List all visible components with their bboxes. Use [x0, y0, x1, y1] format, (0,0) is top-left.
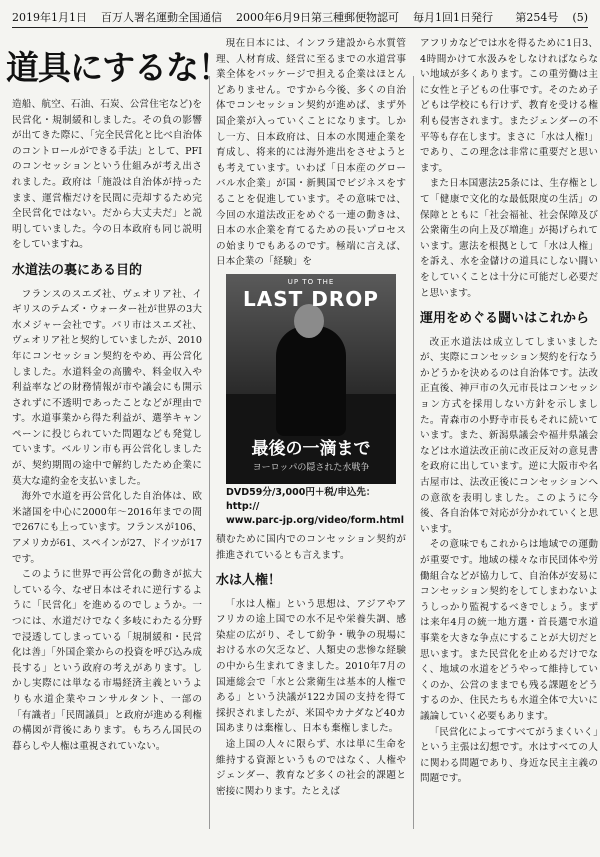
- column-3: [420, 36, 598, 849]
- column-2: [216, 36, 406, 849]
- paragraph: 海外で水道を再公営化した自治体は、欧米諸国を中心に2000年～2016年までの間で267にも上っています。フランスが106、アメリカが61、スペインが27、ドイツが17です。: [12, 491, 202, 565]
- issue-number: 第254号: [515, 11, 559, 24]
- dvd-title-line2: LAST DROP: [243, 286, 379, 311]
- caption-line: DVD59分/3,000円＋税/申込先：http://: [226, 486, 376, 512]
- publisher-name: 百万人署名運動全国通信: [101, 11, 222, 24]
- paragraph: 改正水道法は成立してしまいましたが、実際にコンセッション契約を行なうかどうかを決めるのは自治体です。法改正直後、神戸市の久元市長はコンセッション方式を採用しない方針を示しました。青森市の小野寺市長もそれに続いています。また、新潟県議会や福井県議会などは水道法改正前に改正反対の意見書を政府に出しています。逆に大阪市や名古屋市は、法改正後にコンセッションへの意欲を表明しました。このように今後、各自治体で対応が分かれていくと思います。: [420, 336, 598, 535]
- page-header: [12, 6, 588, 28]
- paragraph: このように世界で再公営化の動きが拡大している今、なぜ日本はそれに逆行するように「民営化」を進めるのでしょうか。一つには、水道だけでなく多岐にわたる分野で浸透してしまっている「規制緩和・民営化は善」「外国企業からの投資を呼び込み成長する」という政府の考えがあります。しかし実際には単なる市場経済主義というよりも水道企業やコンサルタント、一部の「有識者」「民間議員」と政府が進める利権の構図が背後にあります。もちろん国民の暮らしや人権は重視されていない。: [12, 569, 202, 752]
- dvd-title-line1: UP TO THE: [287, 277, 335, 286]
- header-rule: [12, 27, 588, 28]
- section-heading: 水は人権！: [216, 573, 282, 589]
- issue-date: 2019年1月1日: [12, 11, 87, 24]
- dvd-japanese-title: 最後の一滴まで: [251, 438, 371, 459]
- paragraph: 途上国の人々に限らず、水は単に生命を維持する資源というものではなく、人権やジェンダー、教育など多くの社会的課題と密接に関わります。たとえば: [216, 739, 406, 797]
- paragraph: アフリカなどでは水を得るために1日3、4時間かけて水汲みをしなければならない地域が多くあります。この重労働は主に女性と子どもの仕事です。そのため子どもは学校にも行けず、教育を受ける権利も侵害されます。またジェンダーの不平等も存在します。まさに「水は人権!」であり、この理念は非常に重要だと思います。: [420, 38, 598, 174]
- section-heading: 水道法の裏にある目的: [12, 262, 143, 278]
- paragraph: 積むために国内でのコンセッション契約が推進されているとも言えます。: [216, 533, 406, 561]
- article-columns: [6, 36, 598, 849]
- dvd-caption: [226, 486, 406, 528]
- section-heading: 運用をめぐる闘いはこれから: [420, 311, 590, 327]
- paragraph: 「民営化によってすべてがうまくいく」という主張は幻想です。水はすべての人に関わる問題であり、身近な民主主義の問題です。: [420, 726, 598, 785]
- paragraph: フランスのスエズ社、ヴェオリア社、イギリスのテムズ・ウォーター社が世界の3大水メジャー会社です。パリ市はスエズ社、ヴェオリア社と契約していましたが、2010年にコンセッション契約をやめ、再公営化しました。水道料金の高騰や、料金収入や利益率などの財務情報が市や議会にも開示されずに不透明であったことなどが理由です。水道事業から得た利益が、選挙キャンペーンに投じられていた問題なども発覚しています。ベルリン市も再公営化しましたが、契約期間の途中で解約したため企業に莫大な違約金を支払いました。: [12, 288, 202, 487]
- dvd-subtitle: ヨーロッパの隠された水戦争: [252, 462, 370, 473]
- caption-link[interactable]: www.parc-jp.org/video/form.html: [226, 514, 404, 526]
- publication-frequency: 毎月1回1日発行: [413, 11, 493, 24]
- paragraph: また日本国憲法25条には、生存権として「健康で文化的な最低限度の生活」の保障とともに「社会福祉、社会保障及び公衆衛生の向上及び増進」が掲げられています。憲法を根拠として「水は人権」を訴え、水を金儲けの道具にしない闘いをしていくことは十分に可能だし必要だと思います。: [420, 178, 598, 299]
- column-divider: [413, 76, 414, 829]
- page-number: (5): [572, 10, 588, 24]
- paragraph: 造船、航空、石油、石炭、公営住宅など)を民営化・規制緩和しました。その負の影響が出てきた際に、「完全民営化と比べ自治体のコントロールができる手法」として、PFIのコンセッションという仕組みが考え出されました。政府は「施設は自治体が持ったまま、運営権だけを民間に売却するため完全民営化ではない。だから大丈夫だ」と説明していました。今の日本政府も同じ説明をしていますね。: [12, 99, 202, 251]
- paragraph: 「水は人権」という思想は、アジアやアフリカの途上国での水不足や栄養失調、感染症の広がり、そして紛争・戦争の現場における水の欠乏など、人類史の悲惨な経験の中から生まれてきました。2010年7月の国連総会で「水と公衆衛生は基本的人権である」という決議が122カ国の支持を得て採択されましたが、米国やカナダなど40カ国あまりは棄権し、日本も棄権しました。: [216, 598, 406, 735]
- photo-figure: [276, 326, 346, 436]
- dvd-cover-image: [226, 274, 396, 484]
- column-divider: [209, 76, 210, 829]
- postal-permit: 2000年6月9日第三種郵便物認可: [236, 11, 399, 24]
- paragraph: 現在日本には、インフラ建設から水質管理、人材育成、経営に至るまでの水道営事業全体をパッケージで担える企業はほとんどありません。ですから今後、多くの自治体でコンセッション契約が進めば、まず外国企業が入っていくことになります。しかし一方、日本政府は、日本の水関連企業を育成し、将来的には海外進出をさせようとも考えています。いわば「日本産のグローバル水企業」が国・新興国でビジネスをすることを促進しています。その意味では、今回の水道法改正をめぐる一連の動きは、日本の水企業を育てるための長いプロセスの始まりでもあるのです。極端に言えば、日本企業の「経験」を: [216, 38, 406, 268]
- article-headline: 道具にするな！: [6, 48, 230, 87]
- column-1: [6, 36, 230, 849]
- paragraph: その意味でもこれからは地域での運動が重要です。地域の様々な市民団体や労働組合などが協力して、自治体が安易にコンセッション契約をしてしまわないようしっかり監視するべきでしょう。まずは来年4月の統一地方選・首長選で水道事業を大きな争点にすることが大切だと思います。また民営化を止めるだけでなく、地域の水道をどうやって維持していくのか、公営のままでも残る課題をどうするのか、住民たちも水道全体で大いに議論していく必要もあります。: [420, 539, 598, 722]
